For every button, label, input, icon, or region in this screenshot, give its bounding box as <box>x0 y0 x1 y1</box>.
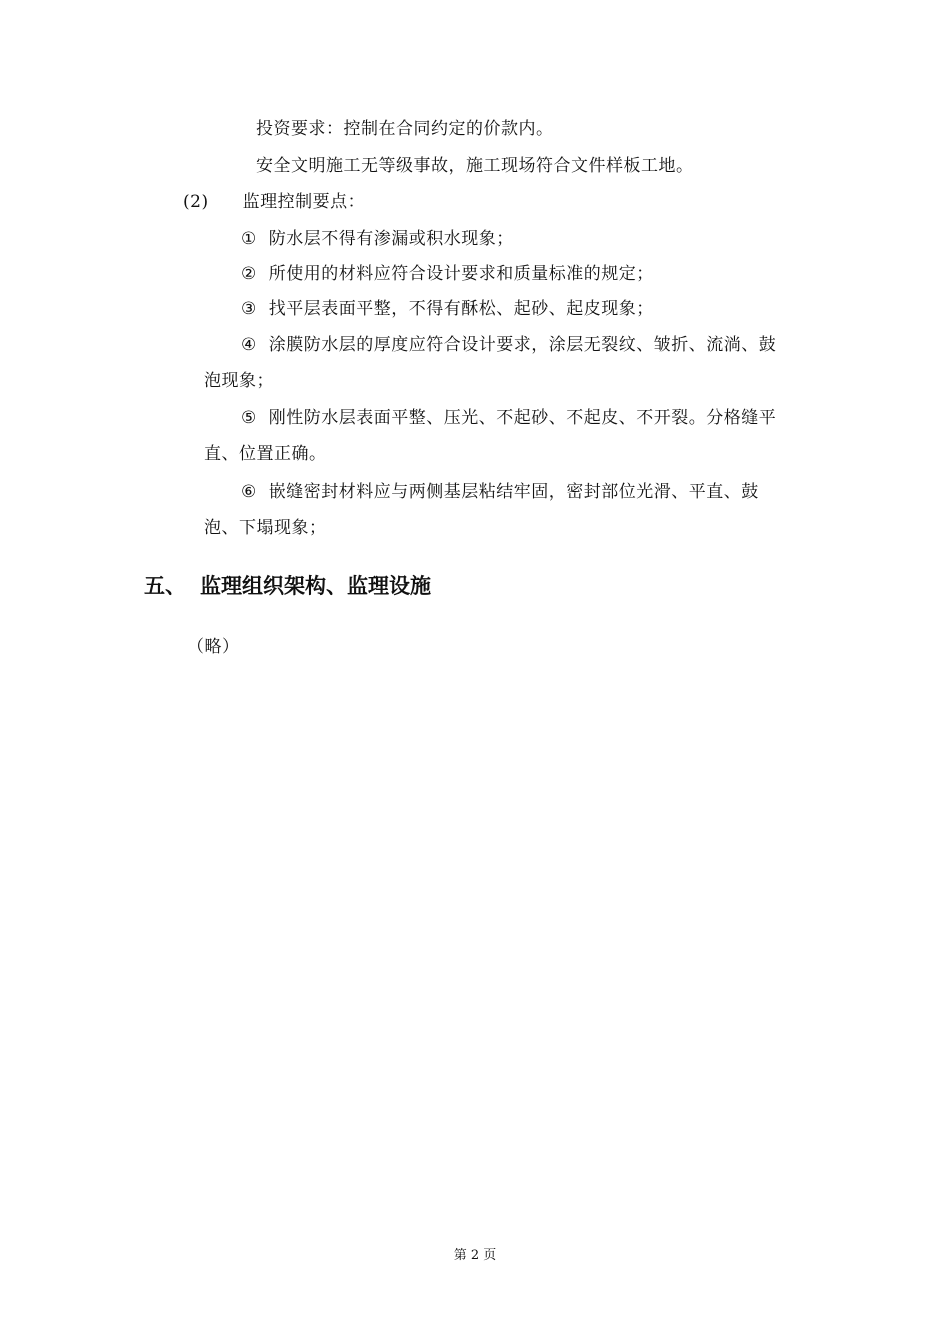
item-marker: ③ <box>241 299 257 319</box>
item-text: 防水层不得有渗漏或积水现象； <box>268 229 514 249</box>
section-2-title: 监理控制要点： <box>242 192 366 212</box>
section-5-number: 五、 <box>144 574 186 598</box>
section-2-heading <box>183 190 365 214</box>
item-marker: ② <box>241 264 257 284</box>
item-text: 嵌缝密封材料应与两侧基层粘结牢固，密封部位光滑、平直、鼓 <box>268 482 759 502</box>
control-point-3 <box>241 297 654 321</box>
item-text: 刚性防水层表面平整、压光、不起砂、不起皮、不开裂。分格缝平 <box>268 408 777 428</box>
control-point-4-continuation: 泡现象； <box>204 371 274 391</box>
item-text: 涂膜防水层的厚度应符合设计要求，涂层无裂纹、皱折、流淌、鼓 <box>268 335 777 355</box>
item-marker: ⑤ <box>241 408 257 428</box>
control-point-6-continuation: 泡、下塌现象； <box>204 518 327 538</box>
control-point-5 <box>241 406 776 430</box>
control-point-1 <box>241 227 514 251</box>
control-point-5-continuation: 直、位置正确。 <box>204 444 327 464</box>
omitted-note: （略） <box>187 637 240 657</box>
item-text: 所使用的材料应符合设计要求和质量标准的规定； <box>268 264 654 284</box>
control-point-4 <box>241 333 776 357</box>
item-marker: ⑥ <box>241 482 257 502</box>
section-5-title: 监理组织架构、监理设施 <box>200 574 431 598</box>
section-5-heading <box>144 572 431 600</box>
page-number: 第 2 页 <box>453 1248 497 1263</box>
section-2-number: (2) <box>183 192 209 212</box>
item-marker: ④ <box>241 335 257 355</box>
control-point-2 <box>241 262 654 286</box>
control-point-6 <box>241 480 759 504</box>
item-text: 找平层表面平整，不得有酥松、起砂、起皮现象； <box>268 299 654 319</box>
investment-requirement: 投资要求：控制在合同约定的价款内。 <box>256 119 554 139</box>
safety-requirement: 安全文明施工无等级事故，施工现场符合文件样板工地。 <box>256 156 694 176</box>
item-marker: ① <box>241 229 257 249</box>
